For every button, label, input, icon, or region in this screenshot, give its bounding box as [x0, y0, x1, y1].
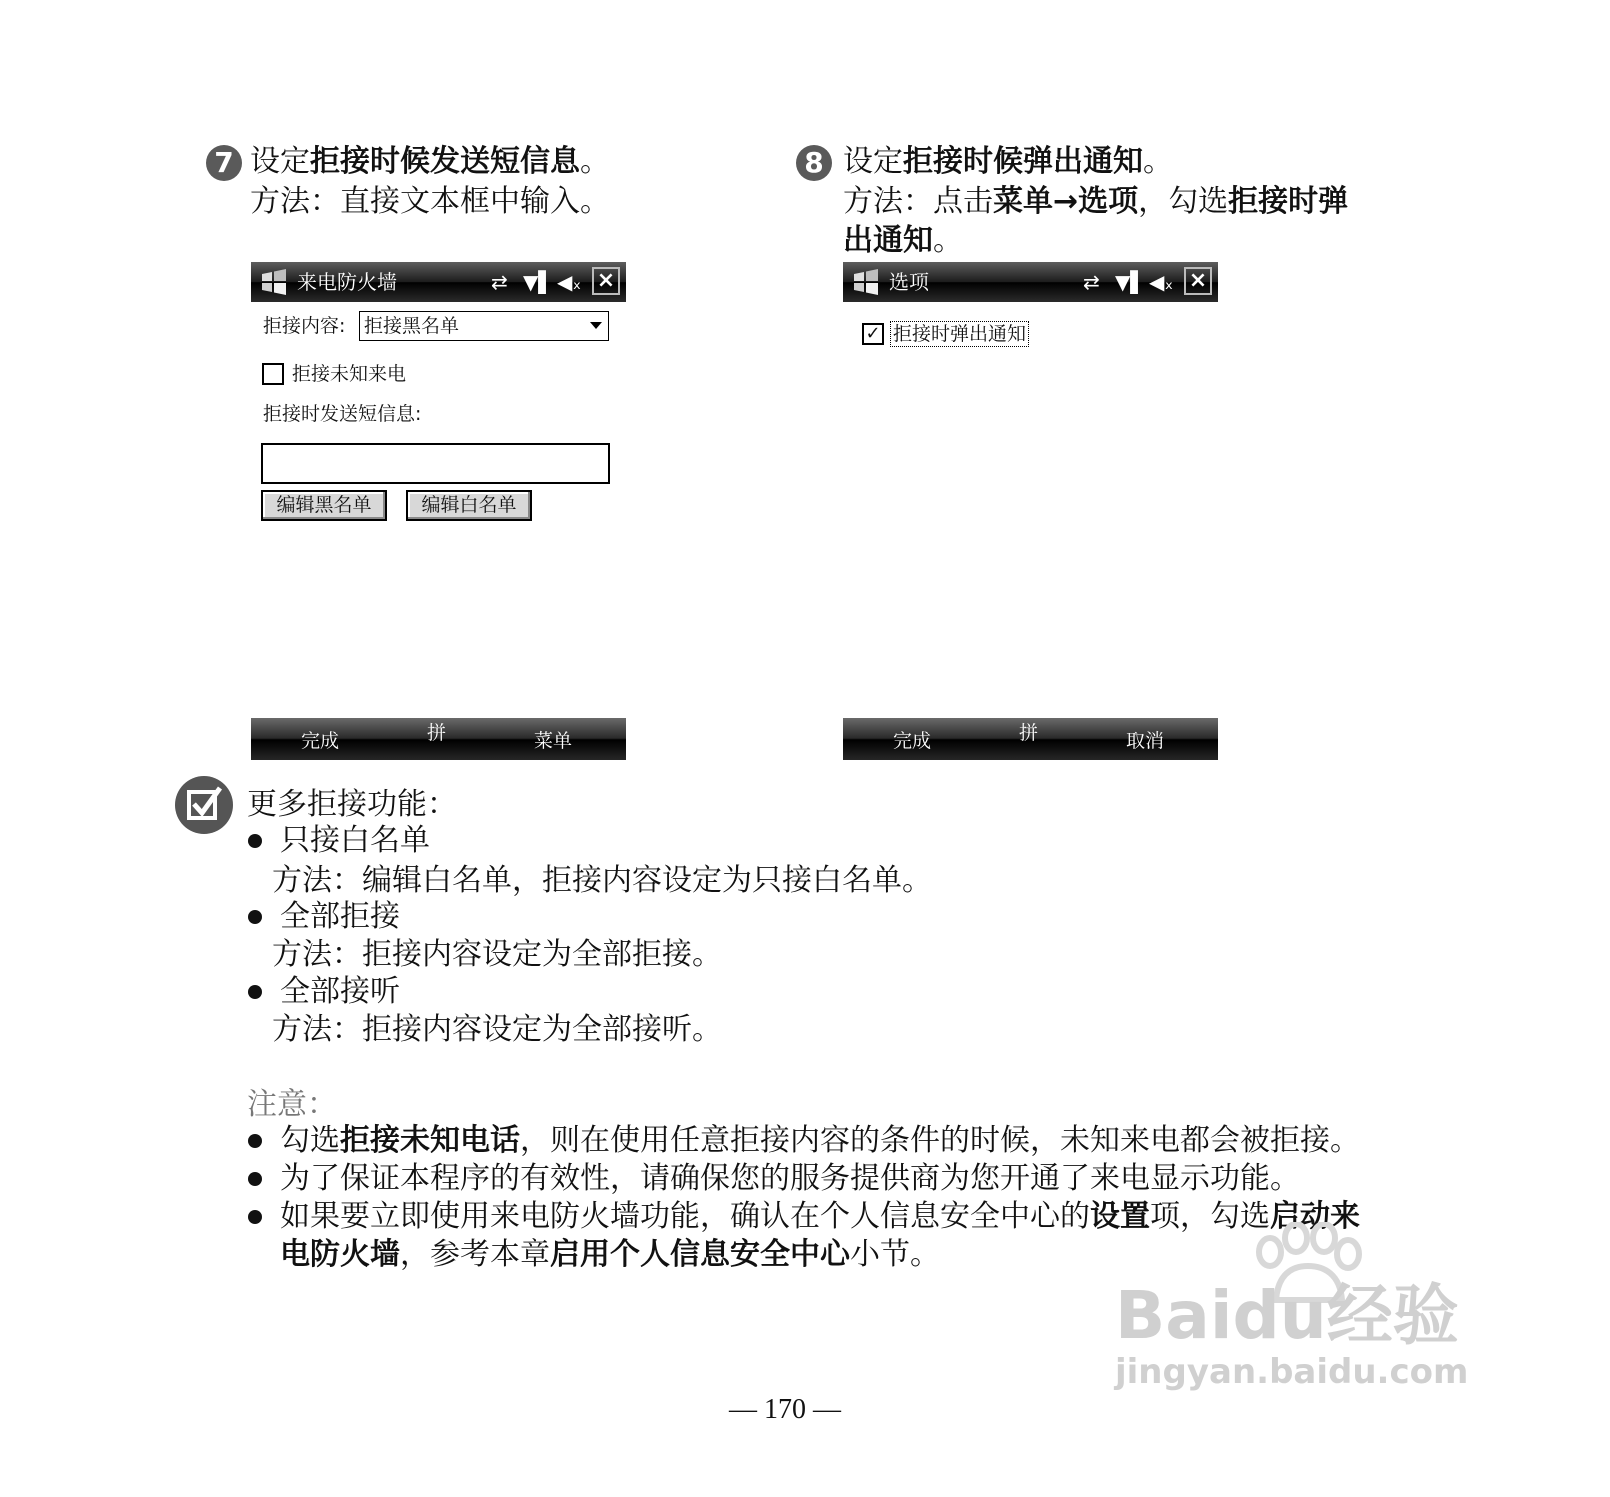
tip-title: 全部拒接 [280, 899, 400, 934]
tip-method: 方法：拒接内容设定为全部接听。 [272, 1012, 722, 1047]
tip-method: 方法：编辑白名单，拒接内容设定为只接白名单。 [272, 863, 932, 898]
checkmark-box-icon [174, 775, 234, 835]
step8-options-word: 选项 [1078, 184, 1139, 219]
volume-mute-icon[interactable]: ◀ₓ [557, 270, 582, 294]
note-bold: 启动来 [1270, 1199, 1360, 1234]
note-item [280, 1121, 1360, 1161]
content-label: 拒接内容: [263, 315, 346, 337]
note-text: 项，勾选 [1150, 1199, 1270, 1234]
window-title: 来电防火墙 [297, 270, 397, 294]
softkey-menu[interactable]: 菜单 [534, 730, 573, 752]
title-bar [251, 262, 626, 302]
select-value: 拒接黑名单 [364, 315, 460, 337]
note-text: ，则在使用任意拒接内容的条件的时候，未知来电都会被拒接。 [520, 1123, 1360, 1158]
step8-heading [843, 142, 1173, 182]
step8-option-name-1: 拒接时弹 [1228, 184, 1349, 219]
step-number-7: 7 [206, 145, 242, 181]
step8-method [843, 182, 1348, 222]
soft-key-bar [843, 718, 1218, 760]
note-text: 如果要立即使用来电防火墙功能，确认在个人信息安全中心的 [280, 1199, 1090, 1234]
signal-strength-icon: ▼▌ [1115, 270, 1146, 294]
step8-method-end: 。 [933, 223, 963, 258]
step8-heading-bold: 拒接时候弹出通知 [903, 144, 1143, 179]
step7-method: 方法：直接文本框中输入。 [250, 184, 610, 219]
soft-key-bar [251, 718, 626, 760]
sms-label: 拒接时发送短信息: [263, 403, 422, 425]
step8-heading-text: 设定 [843, 144, 903, 179]
windows-start-icon[interactable] [851, 268, 881, 296]
phone-screen-options [843, 262, 1218, 760]
bullet [248, 985, 262, 999]
step8-heading-end: 。 [1143, 144, 1173, 179]
windows-start-icon[interactable] [259, 268, 289, 296]
reject-unknown-checkbox[interactable] [262, 363, 284, 385]
step8-option-name-2: 出通知 [843, 223, 933, 258]
softkey-done[interactable]: 完成 [301, 730, 340, 752]
reject-content-select[interactable] [359, 311, 609, 341]
note-item-cont [280, 1235, 940, 1275]
step7-heading-text: 设定 [250, 144, 310, 179]
input-method-button[interactable]: 拼 [1019, 722, 1039, 744]
page-number: — 170 — [729, 1394, 841, 1425]
note-text: 小节。 [850, 1237, 940, 1272]
sms-textbox[interactable] [261, 443, 610, 484]
step7-heading [250, 142, 610, 182]
popup-notify-label: 拒接时弹出通知 [890, 321, 1029, 347]
close-icon[interactable]: × [592, 267, 620, 295]
window-title: 选项 [889, 270, 929, 294]
tip-title: 只接白名单 [280, 823, 430, 858]
bullet [248, 910, 262, 924]
note-item: 为了保证本程序的有效性，请确保您的服务提供商为您开通了来电显示功能。 [280, 1161, 1300, 1196]
notes-heading: 注意： [247, 1087, 337, 1122]
step8-method-cont [843, 221, 963, 261]
note-bold: 启用个人信息安全中心 [550, 1237, 850, 1272]
watermark-logo: Baidu经验 [1115, 1277, 1459, 1354]
close-icon[interactable]: × [1184, 267, 1212, 295]
signal-strength-icon: ▼▌ [523, 270, 554, 294]
reject-unknown-label: 拒接未知来电 [292, 363, 407, 385]
note-bold: 设置 [1090, 1199, 1150, 1234]
note-item [280, 1197, 1360, 1237]
note-bold: 拒接未知电话 [340, 1123, 520, 1158]
phone-screen-firewall [251, 262, 626, 760]
tips-heading: 更多拒接功能： [247, 787, 457, 822]
bullet [248, 1134, 262, 1148]
connectivity-icon: ⇄ [1083, 270, 1100, 294]
connectivity-icon: ⇄ [491, 270, 508, 294]
edit-blacklist-button[interactable]: 编辑黑名单 [261, 490, 387, 521]
step7-heading-end: 。 [580, 144, 610, 179]
step8-method-mid: ，勾选 [1138, 184, 1229, 219]
step8-method-text: 方法：点击 [843, 184, 993, 219]
step-number-8: 8 [796, 145, 832, 181]
step7-heading-bold: 拒接时候发送短信息 [310, 144, 580, 179]
tip-method: 方法：拒接内容设定为全部拒接。 [272, 937, 722, 972]
popup-notify-checkbox[interactable]: ✓ [862, 323, 884, 345]
step8-menu-word: 菜单 [993, 184, 1053, 219]
tip-title: 全部接听 [280, 974, 400, 1009]
bullet [248, 834, 262, 848]
note-text: 勾选 [280, 1123, 340, 1158]
note-bold: 电防火墙 [280, 1237, 400, 1272]
note-text: ，参考本章 [400, 1237, 550, 1272]
bullet [248, 1210, 262, 1224]
input-method-button[interactable]: 拼 [427, 722, 447, 744]
arrow-right-icon: → [1053, 184, 1079, 219]
volume-mute-icon[interactable]: ◀ₓ [1149, 270, 1174, 294]
watermark-url: jingyan.baidu.com [1115, 1352, 1469, 1392]
title-bar [843, 262, 1218, 302]
softkey-cancel[interactable]: 取消 [1126, 730, 1165, 752]
softkey-done[interactable]: 完成 [893, 730, 932, 752]
edit-whitelist-button[interactable]: 编辑白名单 [406, 490, 532, 521]
bullet [248, 1172, 262, 1186]
dropdown-arrow-icon [590, 322, 602, 329]
